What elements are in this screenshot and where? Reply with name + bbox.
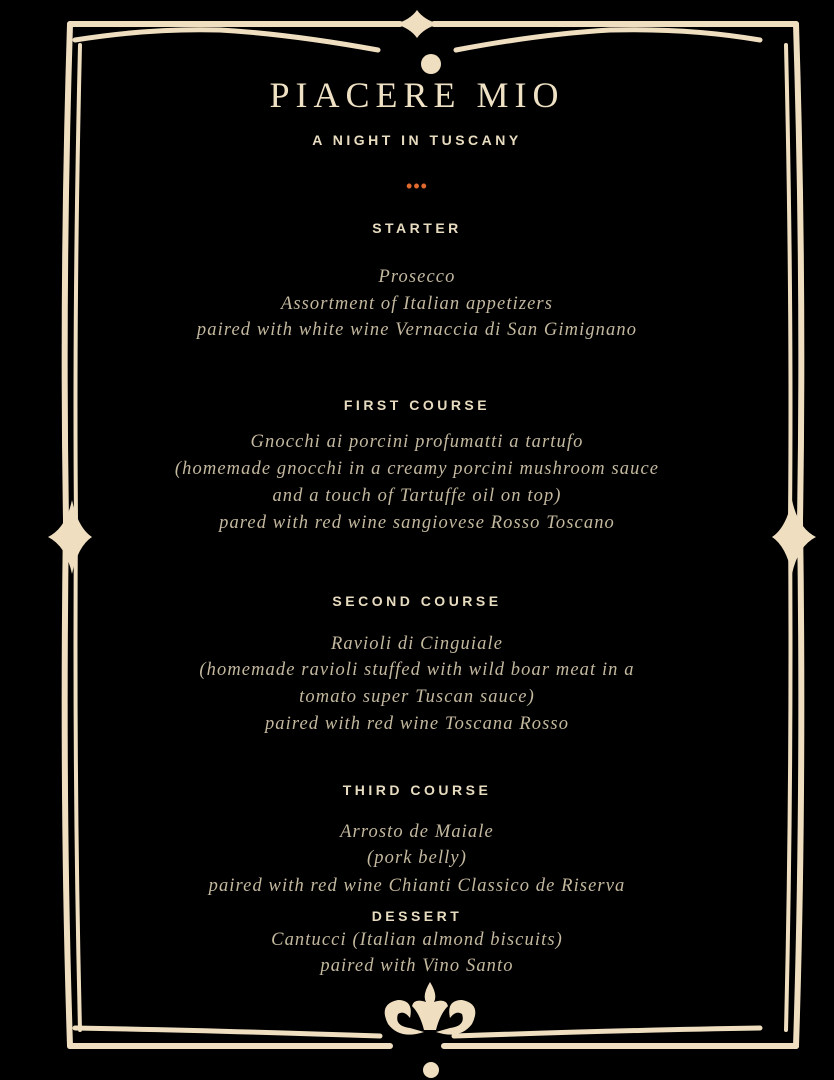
- section-heading-first-course: FIRST COURSE: [343, 397, 491, 413]
- divider-dots: •••: [406, 176, 428, 196]
- section-heading-starter: STARTER: [372, 220, 462, 236]
- restaurant-title: PIACERE MIO: [269, 75, 565, 115]
- menu-line: Gnocchi ai porcini profumatti a tartufo: [250, 432, 584, 452]
- menu-line: (pork belly): [366, 848, 467, 868]
- menu-line: Arrosto de Maiale: [340, 822, 494, 842]
- menu-line: (homemade gnocchi in a creamy porcini mushroom sauce: [174, 459, 660, 479]
- menu-line: paired with white wine Vernaccia di San Gimignano: [196, 320, 638, 340]
- menu-line: Ravioli di Cinguiale: [330, 634, 504, 654]
- menu-line: and a touch of Tartuffe oil on top): [272, 486, 562, 506]
- section-heading-dessert: DESSERT: [371, 908, 463, 924]
- menu-line: (homemade ravioli stuffed with wild boar meat in a: [199, 660, 635, 680]
- menu-line: paired with Vino Santo: [320, 956, 514, 976]
- menu-line: Assortment of Italian appetizers: [280, 294, 554, 314]
- menu-line: paired with red wine Chianti Classico de Riserva: [208, 876, 626, 896]
- menu-line: pared with red wine sangiovese Rosso Toscano: [219, 513, 615, 533]
- menu-line: paired with red wine Toscana Rosso: [264, 714, 570, 734]
- menu-line: tomato super Tuscan sauce): [299, 687, 535, 707]
- menu-subtitle: A NIGHT IN TUSCANY: [312, 132, 522, 148]
- section-heading-second-course: SECOND COURSE: [332, 593, 502, 609]
- menu-line: Prosecco: [378, 267, 456, 287]
- menu-line: Cantucci (Italian almond biscuits): [271, 930, 563, 950]
- section-heading-third-course: THIRD COURSE: [342, 782, 492, 798]
